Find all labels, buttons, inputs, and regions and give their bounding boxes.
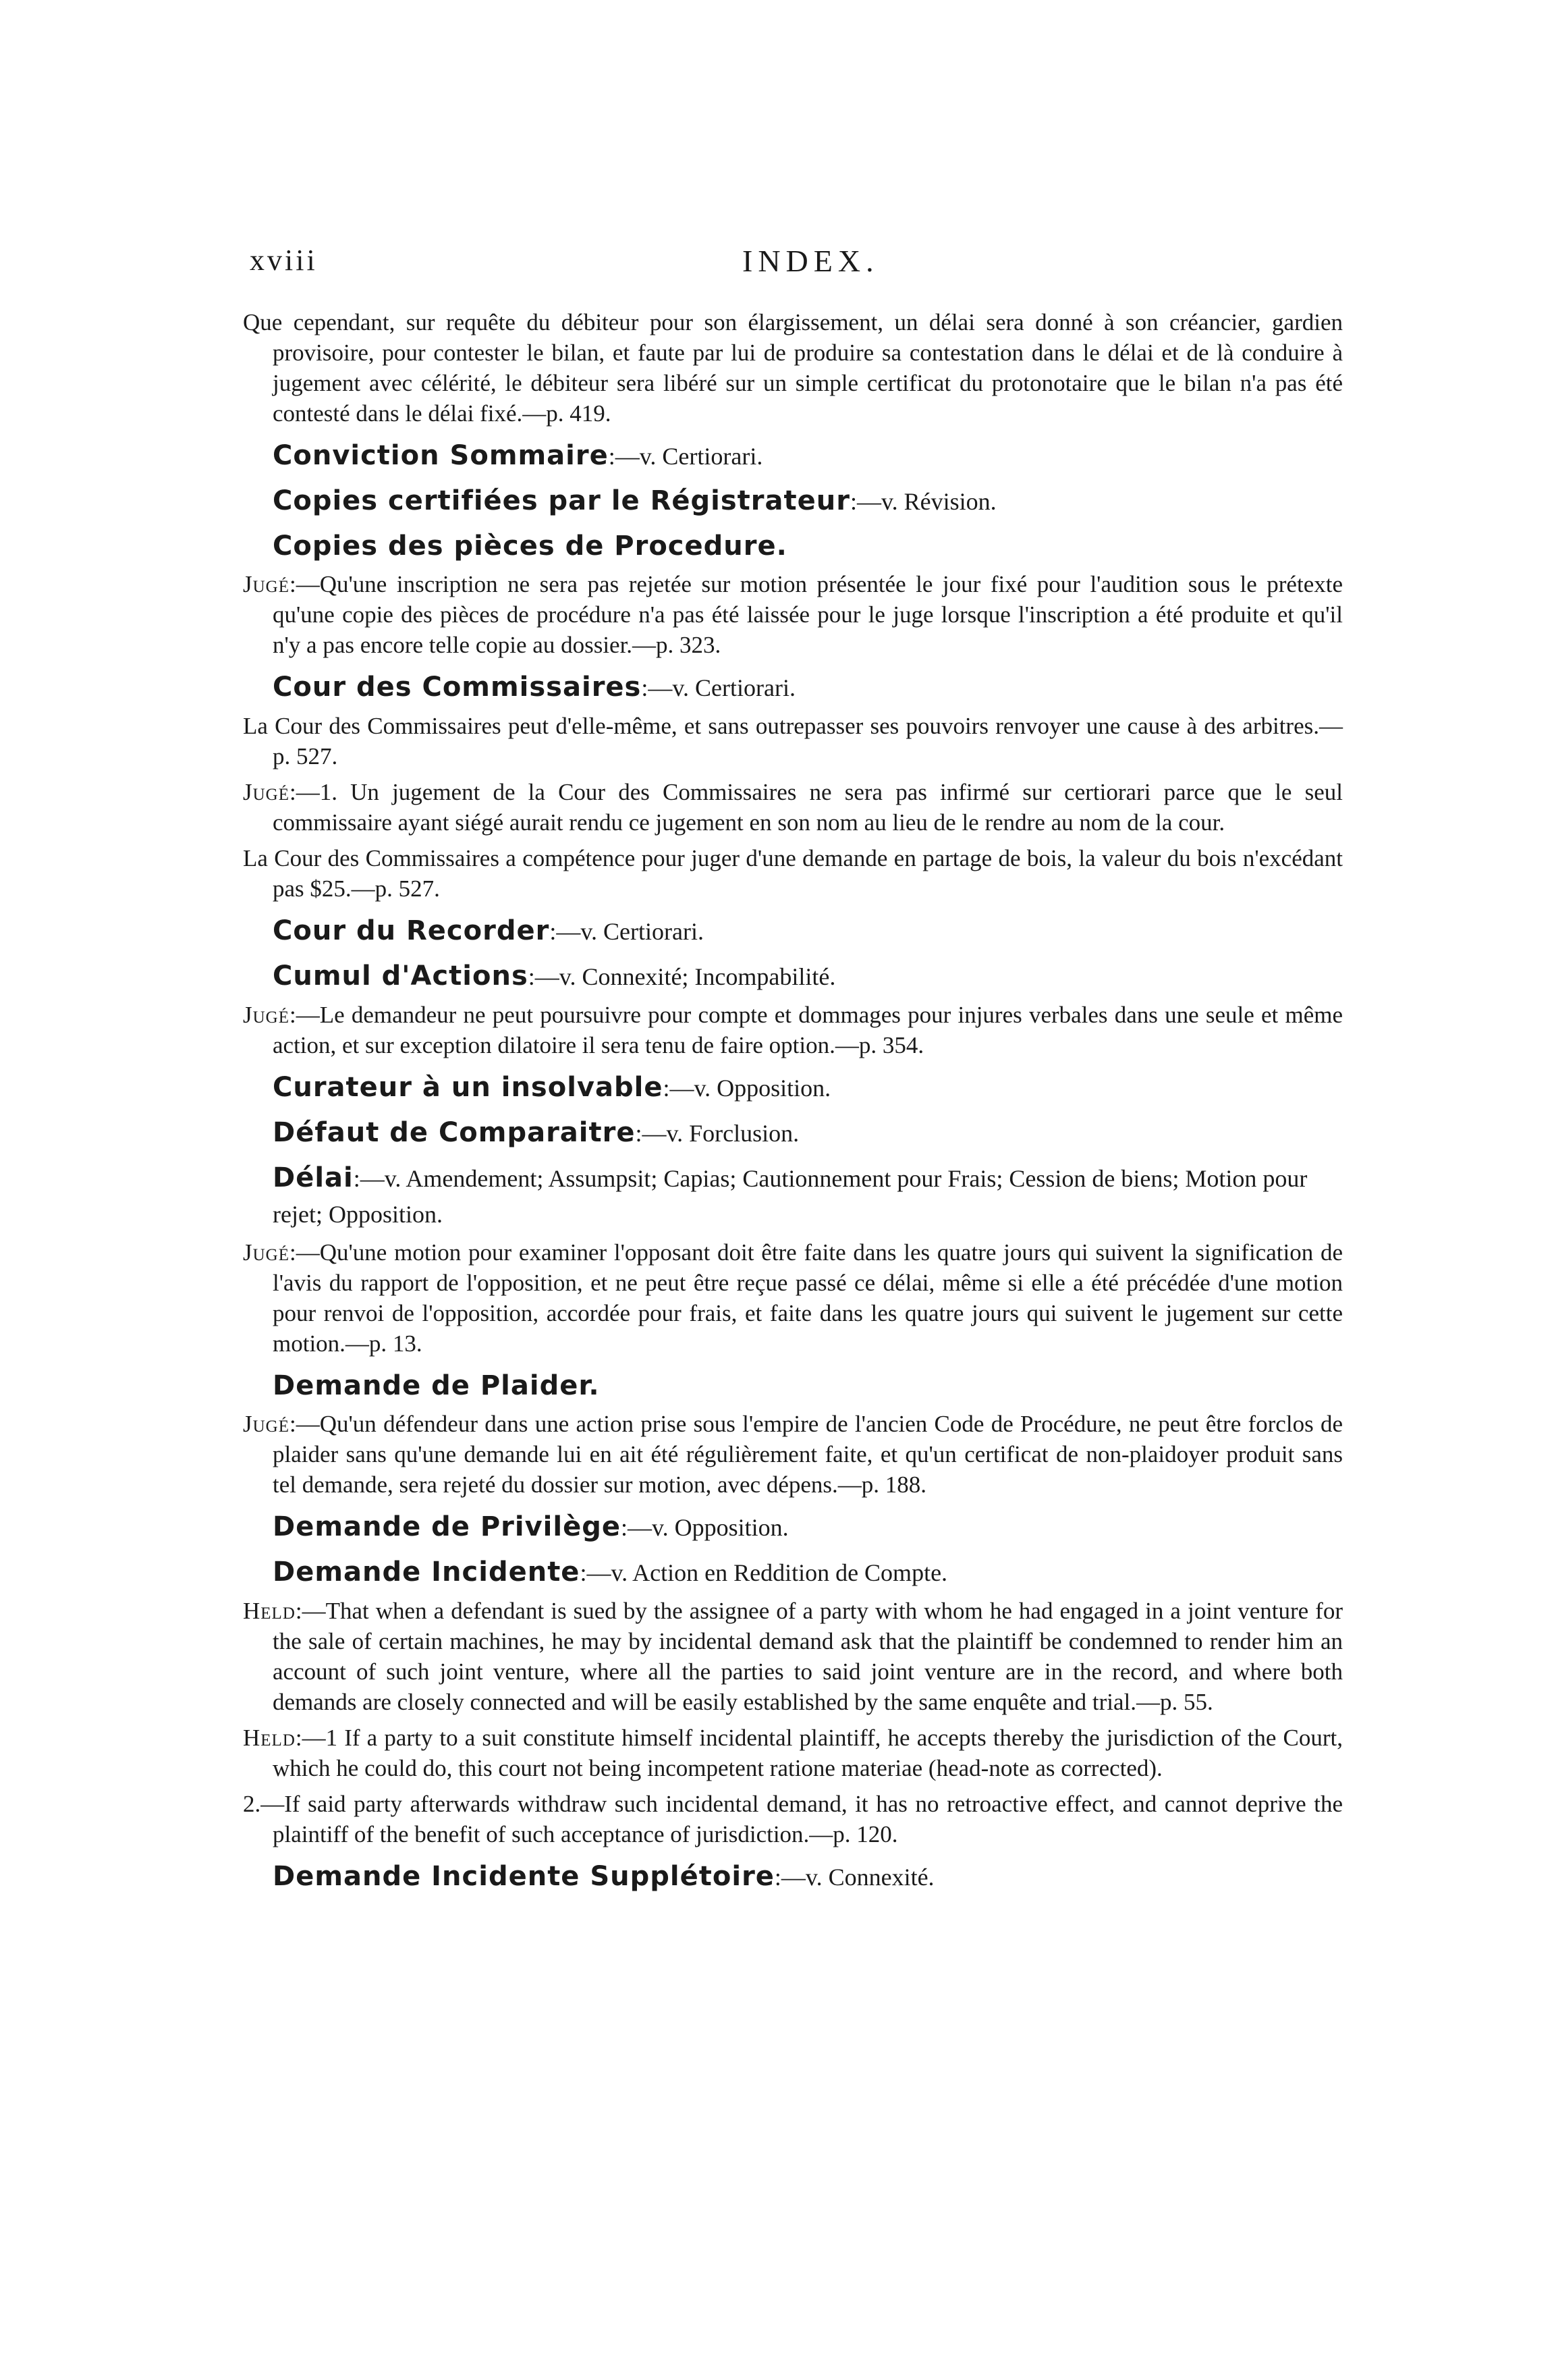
running-head (250, 243, 1356, 283)
index-entry-heading (273, 1554, 1343, 1590)
ruling-paragraph (243, 569, 1343, 660)
ruling-text: :—Qu'un défendeur dans une action prise sous l'empire de l'ancien Code de Procédure, ne peut être forclos de plaider sans qu'une demande lui en ait été régulièrement faite, et qu'un certificat de non-plaidoyer produit sans tel demande, sera rejeté du dossier sur motion, avec dépens.—p. 188. (273, 1411, 1343, 1498)
ruling-lead-word: Held (243, 1725, 296, 1751)
index-entry-heading (273, 1368, 1343, 1403)
entry-cross-reference: :—v. Action en Reddition de Compte. (580, 1559, 948, 1586)
entry-cross-reference: :—v. Certiorari. (608, 443, 763, 470)
entry-cross-reference: :—v. Opposition. (621, 1514, 789, 1541)
entry-cross-reference: :—v. Forclusion. (635, 1120, 800, 1147)
entry-headword: Cour des Commissaires (273, 672, 642, 703)
index-entry-heading (273, 483, 1343, 519)
ruling-paragraph (243, 1409, 1343, 1500)
entry-headword: Demande de Privilège (273, 1511, 621, 1542)
index-entry-heading (273, 913, 1343, 949)
entry-cross-reference: :—v. Connexité. (774, 1864, 935, 1891)
running-title: INDEX. (742, 244, 879, 278)
index-entry-heading (273, 1509, 1343, 1545)
index-body (243, 307, 1343, 1900)
ruling-text: :—1 If a party to a suit constitute himself incidental plaintiff, he accepts thereby the jurisdiction of the Court, which he could do, this court not being incompetent ratione materiae (head-note as corrected). (273, 1725, 1343, 1781)
ruling-lead-word: Jugé (243, 1239, 289, 1266)
ruling-paragraph (243, 1596, 1343, 1717)
entry-headword: Demande de Plaider. (273, 1370, 600, 1401)
index-paragraph: 2.—If said party afterwards withdraw such incidental demand, it has no retroactive effect, and cannot deprive the plaintiff of the benefit of such acceptance of jurisdiction.—p. 120. (243, 1791, 1343, 1847)
ruling-paragraph (243, 1237, 1343, 1359)
ruling-paragraph (243, 1000, 1343, 1060)
index-entry-heading (273, 1859, 1343, 1895)
entry-cross-reference: :—v. Opposition. (663, 1075, 831, 1102)
ruling-lead-word: Jugé (243, 1411, 289, 1437)
ruling-lead-word: Held (243, 1598, 296, 1624)
entry-headword: Conviction Sommaire (273, 440, 609, 471)
entry-headword: Délai (273, 1162, 354, 1193)
ruling-lead-word: Jugé (243, 779, 289, 805)
index-entry-heading (273, 1160, 1343, 1232)
entry-headword: Défaut de Comparaitre (273, 1117, 636, 1148)
ruling-text: :—Qu'une motion pour examiner l'opposant doit être faite dans les quatre jours qui suivent la signification de l'avis du rapport de l'opposition, et ne peut être reçue passé ce délai, même si elle a été précédée d'une motion pour renvoi de l'opposition, accordée pour frais, et faite dans les quatre jours qui suivent le jugement sur cette motion.—p. 13. (273, 1239, 1343, 1357)
ruling-paragraph (243, 777, 1343, 838)
index-entry-heading (273, 670, 1343, 705)
entry-cross-reference: :—v. Révision. (850, 488, 997, 515)
index-entry-heading (273, 958, 1343, 994)
ruling-text: :—That when a defendant is sued by the assignee of a party with whom he had engaged in a joint venture for the sale of certain machines, he may by incidental demand ask that the plaintiff be condemned to render him an account of such joint venture, where all the parties to said joint venture are in the record, and where both demands are closely connected and will be easily established by the same enquête and trial.—p. 55. (273, 1598, 1343, 1715)
entry-headword: Copies certifiées par le Régistrateur (273, 485, 850, 516)
entry-headword: Copies des pièces de Procedure. (273, 531, 787, 562)
entry-headword: Demande Incidente (273, 1557, 580, 1588)
ruling-lead-word: Jugé (243, 1002, 289, 1028)
entry-cross-reference: :—v. Certiorari. (549, 918, 704, 945)
index-paragraph: La Cour des Commissaires peut d'elle-même, et sans outrepasser ses pouvoirs renvoyer une cause à des arbitres.—p. 527. (243, 713, 1343, 769)
index-paragraph: La Cour des Commissaires a compétence pour juger d'une demande en partage de bois, la valeur du bois n'excédant pas $25.—p. 527. (243, 845, 1343, 902)
index-entry-heading (273, 529, 1343, 564)
ruling-text: :—Le demandeur ne peut poursuivre pour compte et dommages pour injures verbales dans une seule et même action, et sur exception dilatoire il sera tenu de faire option.—p. 354. (273, 1002, 1343, 1058)
ruling-text: :—Qu'une inscription ne sera pas rejetée sur motion présentée le jour fixé pour l'audition sous le prétexte qu'une copie des pièces de procédure n'a pas été laissée pour le juge lorsque l'inscription a été produite et qu'il n'y a pas encore telle copie au dossier.—p. 323. (273, 571, 1343, 658)
entry-cross-reference: :—v. Connexité; Incompabilité. (528, 963, 836, 990)
index-entry-heading (273, 1070, 1343, 1106)
ruling-paragraph (243, 1723, 1343, 1783)
index-entry-heading (273, 438, 1343, 474)
entry-headword: Demande Incidente Supplétoire (273, 1861, 775, 1892)
page-number: xviii (250, 244, 318, 277)
index-paragraph: Que cependant, sur requête du débiteur pour son élargissement, un délai sera donné à son créancier, gardien provisoire, pour contester le bilan, et faute par lui de produire sa contestation dans le délai et de là conduire à jugement avec célérité, le débiteur sera libéré sur un simple certificat du protonotaire que le bilan n'a pas été contesté dans le délai fixé.—p. 419. (243, 309, 1343, 427)
entry-headword: Cumul d'Actions (273, 961, 528, 992)
index-entry-heading (273, 1115, 1343, 1151)
entry-cross-reference: :—v. Certiorari. (641, 674, 796, 701)
ruling-text: :—1. Un jugement de la Cour des Commissaires ne sera pas infirmé sur certiorari parce que le seul commissaire ayant siégé aurait rendu ce jugement en son nom au lieu de le rendre au nom de la cour. (273, 779, 1343, 836)
entry-headword: Curateur à un insolvable (273, 1072, 663, 1103)
ruling-lead-word: Jugé (243, 571, 289, 597)
entry-cross-reference: :—v. Amendement; Assumpsit; Capias; Cautionnement pour Frais; Cession de biens; Motion pour rejet; Opposition. (273, 1165, 1308, 1228)
entry-headword: Cour du Recorder (273, 915, 550, 946)
